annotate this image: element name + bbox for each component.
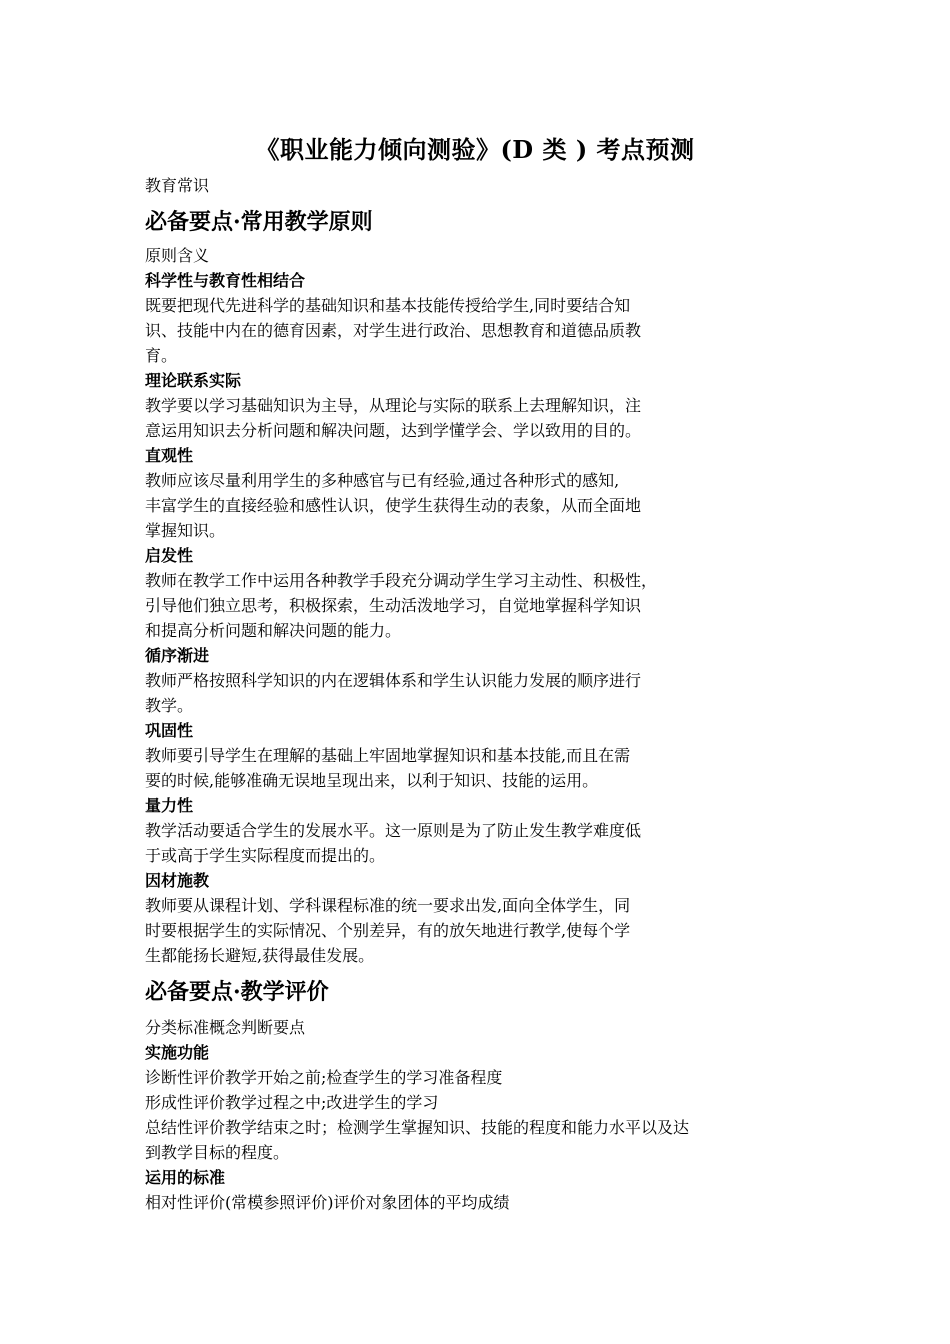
- text-line: 教师要从课程计划、学科课程标准的统一要求出发,面向全体学生，同: [145, 896, 631, 915]
- text-line: 和提高分析问题和解决问题的能力。: [145, 621, 402, 640]
- principle-item: [145, 718, 825, 793]
- text-line: 教学。: [145, 696, 194, 715]
- text-line: 教师应该尽量利用学生的多种感官与已有经验,通过各种形式的感知,: [145, 471, 620, 490]
- text-line: 总结性评价教学结束之时；检测学生掌握知识、技能的程度和能力水平以及达: [145, 1118, 690, 1137]
- evaluation-item: [145, 1165, 825, 1215]
- principle-title: 启发性: [145, 546, 194, 565]
- text-line: 要的时候,能够准确无误地呈现出来，以利于知识、技能的运用。: [145, 771, 599, 790]
- principle-text: [145, 568, 825, 643]
- principle-title: 量力性: [145, 796, 194, 815]
- text-line: 育。: [145, 346, 178, 365]
- principle-text: [145, 893, 825, 968]
- text-line: 形成性评价教学过程之中;改进学生的学习: [145, 1093, 439, 1112]
- text-line: 意运用知识去分析问题和解决问题，达到学懂学会、学以致用的目的。: [145, 421, 642, 440]
- principle-item: [145, 443, 825, 543]
- text-line: 引导他们独立思考，积极探索，生动活泼地学习，自觉地掌握科学知识: [145, 596, 642, 615]
- text-line: 相对性评价(常模参照评价)评价对象团体的平均成绩: [145, 1193, 510, 1212]
- principle-title: 循序渐进: [145, 646, 210, 665]
- principle-title: 科学性与教育性相结合: [145, 271, 306, 290]
- principle-item: [145, 643, 825, 718]
- principle-item: [145, 793, 825, 868]
- document-body: [145, 174, 825, 1215]
- principle-item: [145, 868, 825, 968]
- evaluation-item: [145, 1040, 825, 1165]
- text-line: 教学活动要适合学生的发展水平。这一原则是为了防止发生教学难度低: [145, 821, 642, 840]
- text-line: 到教学目标的程度。: [145, 1143, 290, 1162]
- principle-text: [145, 743, 825, 793]
- text-line: 识、技能中内在的德育因素，对学生进行政治、思想教育和道德品质教: [145, 321, 642, 340]
- text-line: 教师在教学工作中运用各种教学手段充分调动学生学习主动性、积极性，: [145, 571, 658, 590]
- text-line: 掌握知识。: [145, 521, 226, 540]
- principle-title: 因材施教: [145, 871, 210, 890]
- principle-item: [145, 268, 825, 368]
- principle-title: 直观性: [145, 446, 194, 465]
- subject-label: 教育常识: [145, 176, 210, 195]
- principle-text: [145, 468, 825, 543]
- principle-text: [145, 818, 825, 868]
- section-intro: 分类标准概念判断要点: [145, 1018, 306, 1037]
- text-line: 既要把现代先进科学的基础知识和基本技能传授给学生,同时要结合知: [145, 296, 631, 315]
- text-line: 教学要以学习基础知识为主导，从理论与实际的联系上去理解知识，注: [145, 396, 642, 415]
- principle-text: [145, 393, 825, 443]
- text-line: 教师要引导学生在理解的基础上牢固地掌握知识和基本技能,而且在需: [145, 746, 631, 765]
- section-intro: 原则含义: [145, 246, 210, 265]
- evaluation-title: 实施功能: [145, 1043, 210, 1062]
- principle-text: [145, 293, 825, 368]
- section-heading-teaching-principles: 必备要点·常用教学原则: [145, 209, 373, 235]
- text-line: 诊断性评价教学开始之前;检查学生的学习准备程度: [145, 1068, 503, 1087]
- text-line: 生都能扬长避短,获得最佳发展。: [145, 946, 375, 965]
- section-heading-teaching-evaluation: 必备要点·教学评价: [145, 979, 329, 1005]
- evaluation-text: [145, 1190, 825, 1215]
- principle-title: 理论联系实际: [145, 371, 242, 390]
- text-line: 丰富学生的直接经验和感性认识，使学生获得生动的表象，从而全面地: [145, 496, 642, 515]
- principle-item: [145, 543, 825, 643]
- principle-text: [145, 668, 825, 718]
- principle-title: 巩固性: [145, 721, 194, 740]
- document-title: 《职业能力倾向测验》(D 类 ) 考点预测: [255, 135, 695, 164]
- text-line: 教师严格按照科学知识的内在逻辑体系和学生认识能力发展的顺序进行: [145, 671, 642, 690]
- evaluation-title: 运用的标准: [145, 1168, 226, 1187]
- text-line: 于或高于学生实际程度而提出的。: [145, 846, 386, 865]
- evaluation-text: [145, 1065, 825, 1165]
- principle-item: [145, 368, 825, 443]
- text-line: 时要根据学生的实际情况、个别差异，有的放矢地进行教学,使每个学: [145, 921, 631, 940]
